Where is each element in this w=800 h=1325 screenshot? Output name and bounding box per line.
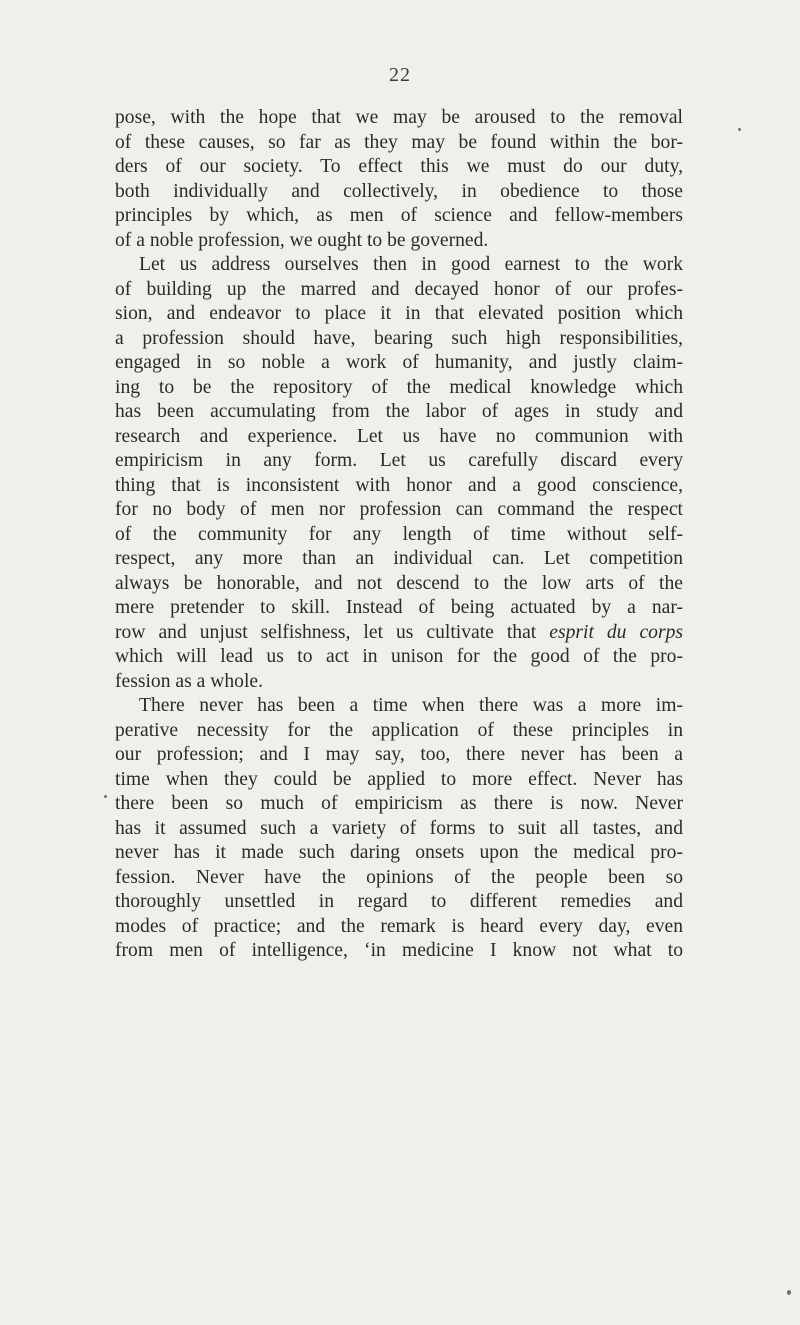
text-line: our profession; and I may say, too, there never has been a (115, 744, 683, 765)
text-line-with-italic (115, 621, 683, 646)
text-line: always be honorable, and not descend to the low arts of the (115, 572, 683, 594)
scan-speck (104, 795, 107, 798)
paragraph-3 (115, 694, 683, 964)
page-number: 22 (389, 64, 411, 86)
text-line: which will lead us to act in unison for the good of the pro- (115, 646, 683, 667)
text-line: a profession should have, bearing such high responsibilities, (115, 327, 683, 349)
paragraph-2 (115, 253, 683, 694)
text-line: There never has been a time when there was a more im- (139, 695, 683, 716)
body-text (115, 106, 683, 964)
scan-speck (787, 1290, 791, 1295)
text-line: respect, any more than an individual can. Let competition (115, 548, 683, 569)
text-line: time when they could be applied to more effect. Never has (115, 768, 683, 790)
text-line: sion, and endeavor to place it in that elevated position which (115, 303, 683, 324)
scan-speck (738, 128, 741, 131)
text-line: thing that is inconsistent with honor and a good conscience, (115, 474, 683, 496)
text-line: empiricism in any form. Let us carefully discard every (115, 450, 683, 471)
text-line: of the community for any length of time without self- (115, 523, 683, 545)
text-line: there been so much of empiricism as there is now. Never (115, 793, 683, 814)
text-line: modes of practice; and the remark is heard every day, even (115, 915, 683, 937)
paragraph-1 (115, 106, 683, 253)
text-line: ders of our society. To effect this we must do our duty, (115, 156, 683, 177)
text-line: ing to be the repository of the medical knowledge which (115, 376, 683, 398)
text-line-start: row and unjust selfishness, let us cultivate that (115, 621, 537, 643)
text-line: from men of intelligence, ‘in medicine I know not what to (115, 940, 683, 961)
text-line: pose, with the hope that we may be aroused to the removal (115, 107, 683, 128)
text-line: principles by which, as men of science and fellow-members (115, 205, 683, 226)
text-line: perative necessity for the application of these principles in (115, 719, 683, 741)
text-line: has it assumed such a variety of forms to suit all tastes, and (115, 817, 683, 839)
text-line: of these causes, so far as they may be found within the bor- (115, 131, 683, 153)
text-line: never has it made such daring onsets upon the medical pro- (115, 842, 683, 863)
text-line: fession as a whole. (115, 670, 264, 692)
italic-phrase: esprit du corps (549, 621, 683, 643)
text-line: of building up the marred and decayed honor of our profes- (115, 278, 683, 300)
text-line: both individually and collectively, in obedience to those (115, 180, 683, 202)
text-line: Let us address ourselves then in good earnest to the work (139, 254, 683, 275)
text-line: for no body of men nor profession can command the respect (115, 499, 683, 520)
text-line: has been accumulating from the labor of ages in study and (115, 401, 683, 422)
text-line: of a noble profession, we ought to be governed. (115, 229, 489, 251)
text-line: fession. Never have the opinions of the people been so (115, 866, 683, 888)
text-line: research and experience. Let us have no communion with (115, 425, 683, 447)
text-line: mere pretender to skill. Instead of being actuated by a nar- (115, 597, 683, 618)
text-line: thoroughly unsettled in regard to different remedies and (115, 891, 683, 912)
text-line: engaged in so noble a work of humanity, and justly claim- (115, 352, 683, 373)
